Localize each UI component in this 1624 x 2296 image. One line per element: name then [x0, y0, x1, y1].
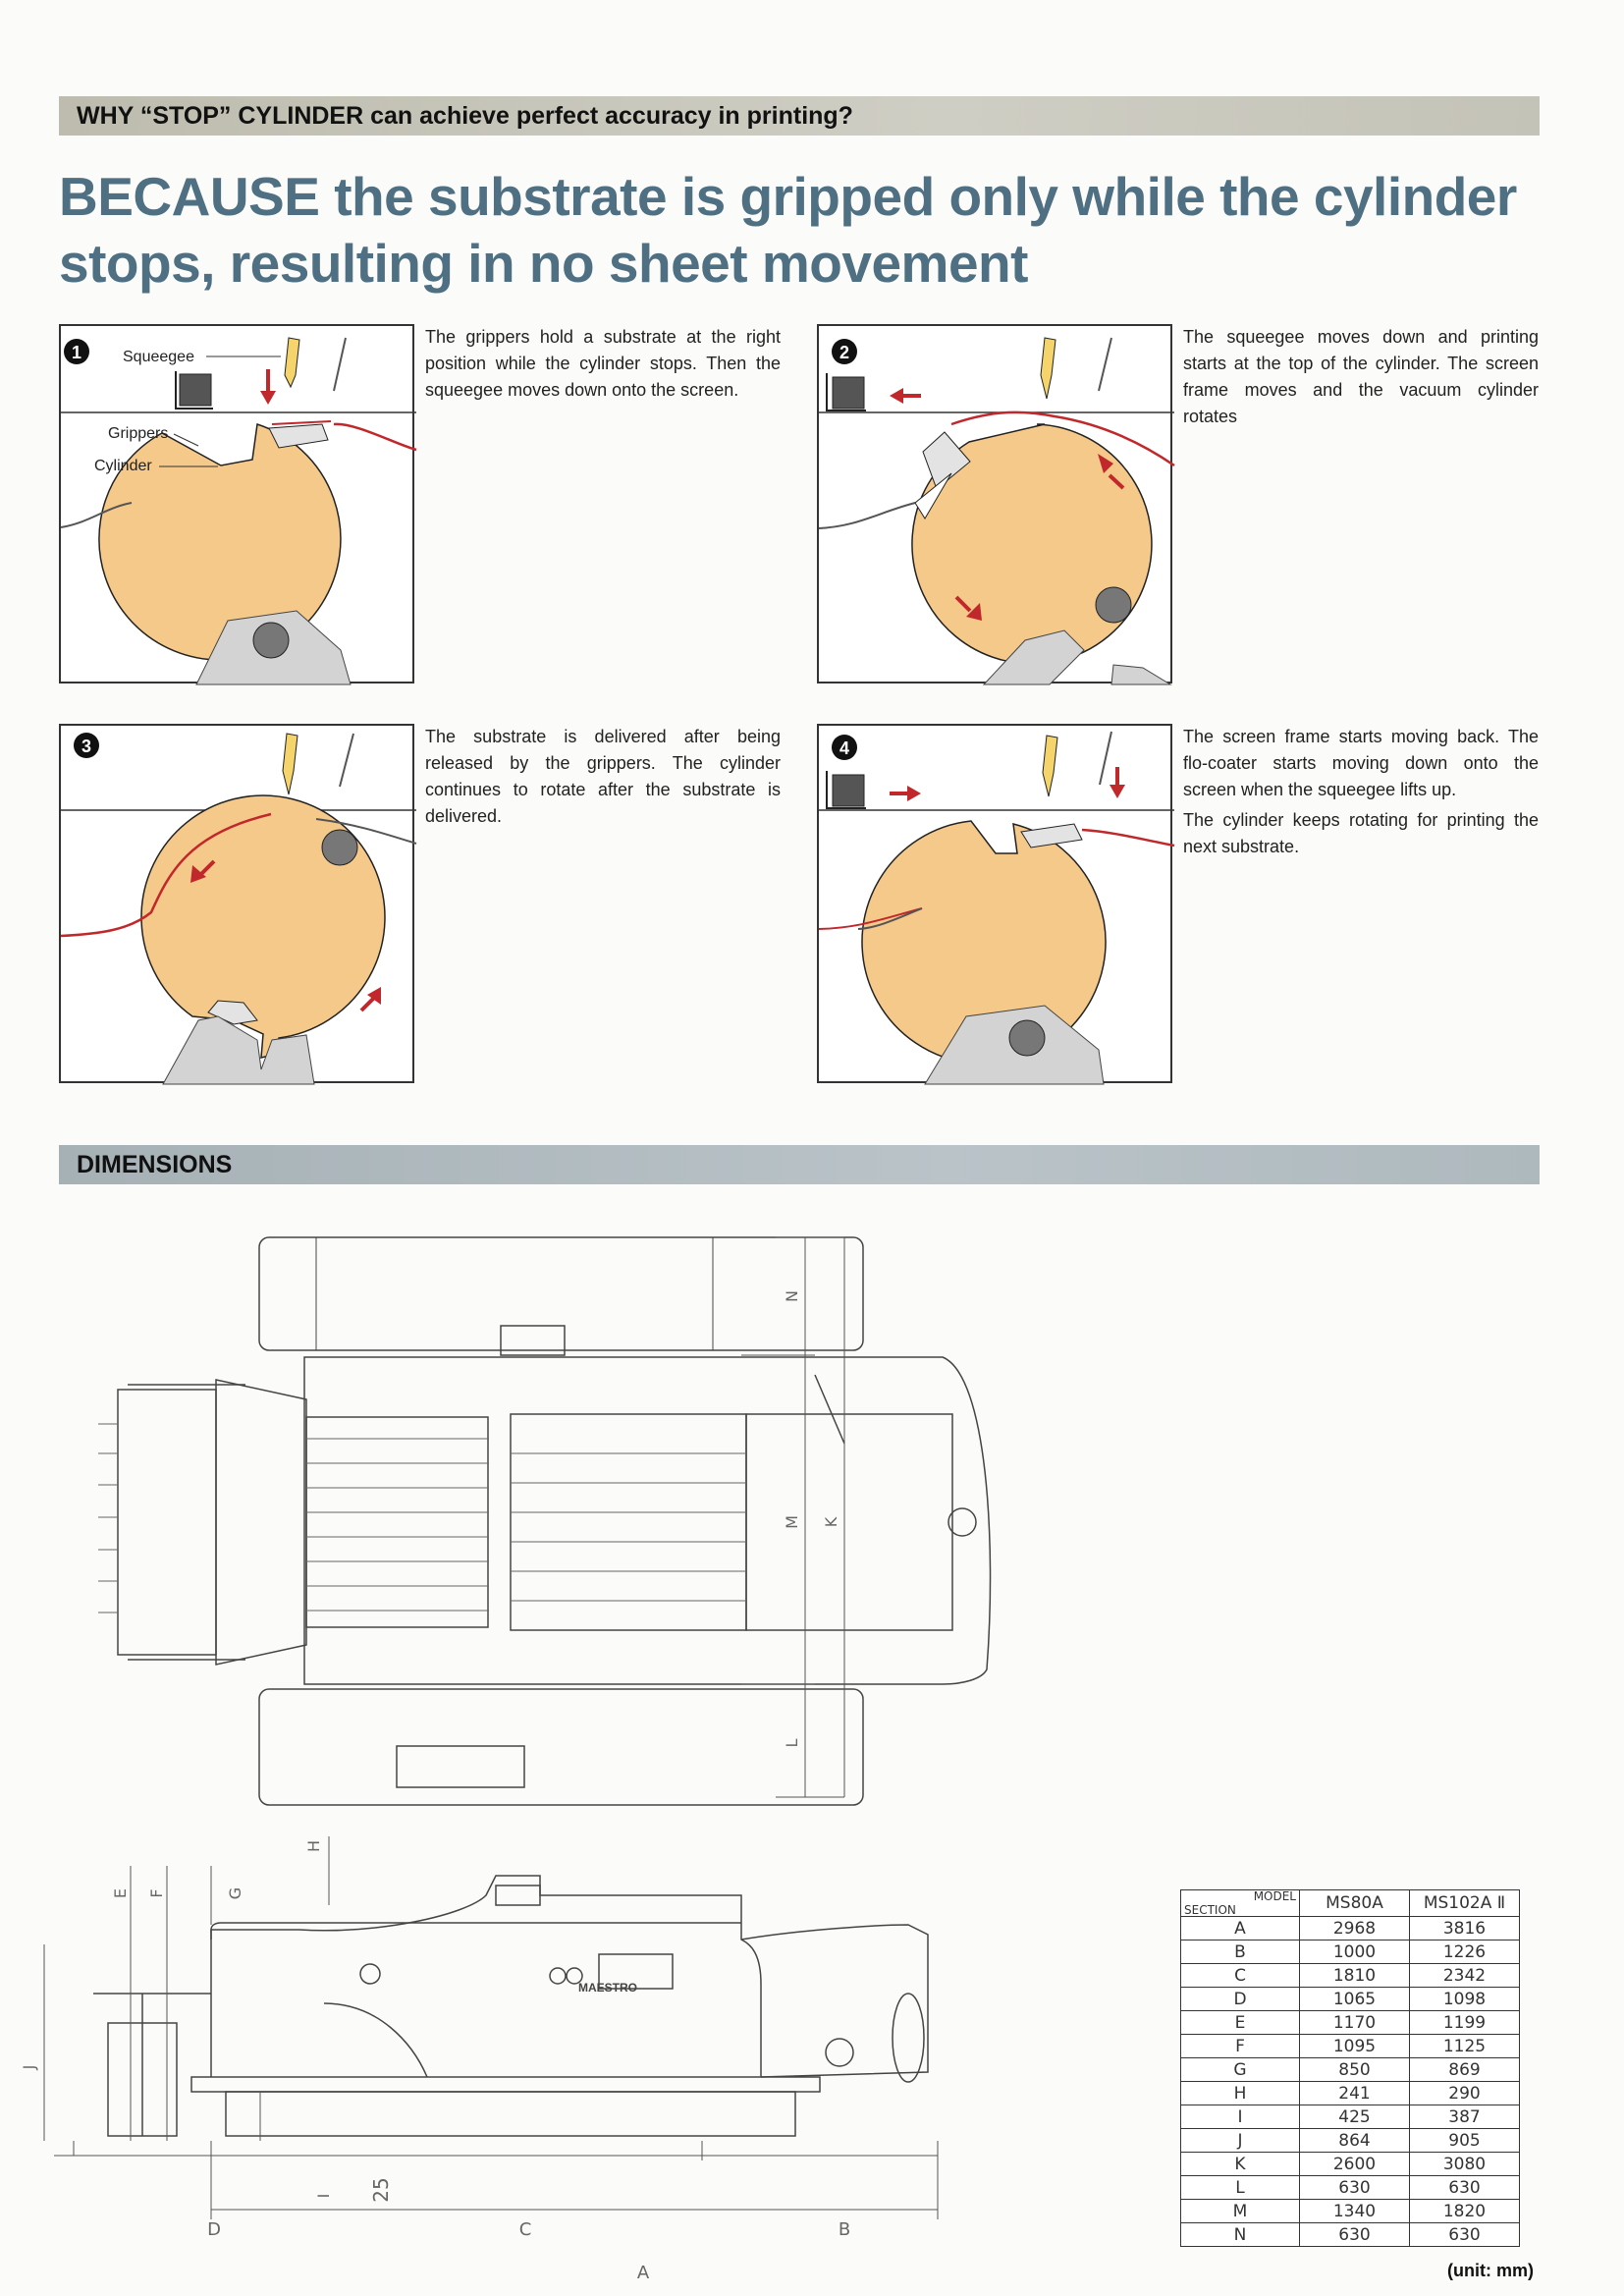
dimensions-title: DIMENSIONS	[77, 1151, 233, 1178]
label-squeegee: Squeegee	[123, 349, 194, 365]
bearing-icon	[1009, 1020, 1045, 1056]
label-grippers: Grippers	[108, 425, 169, 442]
feed-table	[306, 1417, 488, 1627]
table-row	[1181, 2223, 1520, 2247]
dim-label-m: M	[783, 1515, 801, 1529]
section-cell: B	[1181, 1941, 1300, 1964]
dim-label-b: B	[838, 2219, 851, 2240]
ms80a-cell: 1095	[1300, 2035, 1410, 2058]
section-cell: G	[1181, 2058, 1300, 2082]
step-3-paragraph: The substrate is delivered after being released by the grippers. The cylinder continues to rotate after the substrate is delivered.	[425, 727, 781, 826]
delivery-frame	[746, 1414, 952, 1630]
dim-label-i: I	[314, 2193, 333, 2199]
down-arrow-icon	[260, 391, 276, 405]
model-column-header: MS102A Ⅱ	[1410, 1890, 1520, 1917]
ms102a-cell: 290	[1410, 2082, 1520, 2105]
cylinder-section	[511, 1414, 746, 1630]
section-cell: M	[1181, 2200, 1300, 2223]
table-row	[1181, 2153, 1520, 2176]
table-row	[1181, 2200, 1520, 2223]
ms102a-cell: 387	[1410, 2105, 1520, 2129]
ms102a-cell: 1226	[1410, 1941, 1520, 1964]
ms80a-cell: 630	[1300, 2176, 1410, 2200]
ms102a-cell: 905	[1410, 2129, 1520, 2153]
bearing-icon	[1096, 587, 1131, 623]
model-header-label: MODEL	[1253, 1889, 1296, 1903]
gripper-icon	[269, 424, 328, 448]
gauge-icon	[360, 1964, 380, 1984]
ms80a-cell: 1170	[1300, 2011, 1410, 2035]
machine-brand-plate: MAESTRO	[578, 1981, 637, 1995]
right-arrow-icon	[907, 786, 921, 801]
dim-label-h: H	[304, 1839, 323, 1853]
flo-coater-icon	[334, 338, 346, 391]
machine-body-outline	[211, 1876, 761, 2077]
ms80a-cell: 1000	[1300, 1941, 1410, 1964]
ms102a-cell: 1199	[1410, 2011, 1520, 2035]
section-cell: A	[1181, 1917, 1300, 1941]
feeder-frame	[216, 1380, 306, 1665]
table-body	[1181, 1917, 1520, 2247]
table-row	[1181, 2176, 1520, 2200]
screen-frame-icon	[833, 775, 864, 806]
ms102a-cell: 3816	[1410, 1917, 1520, 1941]
table-row	[1181, 2058, 1520, 2082]
section-cell: D	[1181, 1988, 1300, 2011]
dim-label-d: D	[207, 2219, 221, 2240]
bearing-icon	[253, 623, 289, 658]
left-arrow-icon	[890, 388, 903, 404]
step-1-diagram	[59, 324, 414, 683]
dim-label-e: E	[111, 1887, 130, 1899]
delivery-wheel	[893, 1994, 924, 2082]
base-frame-right	[1111, 665, 1170, 684]
delivery-arm	[815, 1375, 844, 1444]
ms80a-cell: 241	[1300, 2082, 1410, 2105]
upper-housing	[259, 1237, 863, 1350]
side-view-drawing	[20, 1817, 1036, 2288]
section-cell: J	[1181, 2129, 1300, 2153]
feeder-rack	[118, 1390, 216, 1655]
dim-label-c: C	[518, 2219, 532, 2240]
flo-coater-icon	[340, 734, 353, 787]
step-3-illustration	[61, 726, 416, 1085]
table-row	[1181, 1917, 1520, 1941]
section-cell: N	[1181, 2223, 1300, 2247]
section-cell: L	[1181, 2176, 1300, 2200]
table-row	[1181, 1941, 1520, 1964]
step-4-illustration	[819, 726, 1174, 1085]
step-4-paragraph-1: The screen frame starts moving back. The flo-coater starts moving down onto the screen when the squeegee lifts up.	[1183, 727, 1539, 799]
table-row	[1181, 2011, 1520, 2035]
drive-pulley	[826, 2039, 853, 2066]
section-banner-dimensions	[59, 1145, 1540, 1184]
section-cell: E	[1181, 2011, 1300, 2035]
dim-label-j: J	[20, 2064, 38, 2070]
table-row	[1181, 1964, 1520, 1988]
machine-stand	[226, 2092, 795, 2136]
screen-frame-icon	[180, 374, 211, 406]
model-column-header: MS80A	[1300, 1890, 1410, 1917]
step-1-illustration	[61, 326, 416, 685]
ms102a-cell: 1098	[1410, 1988, 1520, 2011]
dim-label-f: F	[147, 1888, 166, 1898]
step-4-description	[1183, 724, 1539, 864]
screen-frame-icon	[833, 377, 864, 409]
step-1-number: 1	[71, 343, 82, 362]
dimensions-table	[1180, 1889, 1520, 2247]
banner-question-text: WHY “STOP” CYLINDER can achieve perfect accuracy in printing?	[77, 102, 853, 130]
step-2-number: 2	[839, 343, 850, 362]
ms80a-cell: 1340	[1300, 2200, 1410, 2223]
lower-housing	[259, 1689, 863, 1805]
dim-label-25: 25	[369, 2177, 393, 2203]
ms102a-cell: 1820	[1410, 2200, 1520, 2223]
table-row	[1181, 2035, 1520, 2058]
dim-label-k: K	[822, 1516, 840, 1528]
step-2-paragraph: The squeegee moves down and printing starts at the top of the cylinder. The screen frame moves and the vacuum cylinder rotates	[1183, 327, 1539, 426]
section-cell: H	[1181, 2082, 1300, 2105]
table-row	[1181, 2082, 1520, 2105]
dim-label-a: A	[636, 2263, 650, 2283]
ms102a-cell: 630	[1410, 2223, 1520, 2247]
squeegee-icon	[283, 734, 298, 794]
step-3-description	[425, 724, 781, 834]
ms102a-cell: 3080	[1410, 2153, 1520, 2176]
dim-label-l: L	[783, 1738, 801, 1748]
table-header-row	[1181, 1890, 1520, 1917]
ms80a-cell: 850	[1300, 2058, 1410, 2082]
ms102a-cell: 2342	[1410, 1964, 1520, 1988]
machine-body	[304, 1357, 991, 1684]
ms80a-cell: 630	[1300, 2223, 1410, 2247]
bearing-icon	[322, 830, 357, 865]
unit-note: (unit: mm)	[1447, 2261, 1534, 2280]
dim-label-g: G	[226, 1886, 244, 1900]
substrate-feed-line	[819, 503, 915, 528]
step-3-diagram	[59, 724, 414, 1083]
step-2-description	[1183, 324, 1539, 434]
top-view-drawing	[98, 1228, 1139, 1817]
dim-label-n: N	[783, 1290, 801, 1302]
top-hatch	[496, 1886, 540, 1905]
ms102a-cell: 1125	[1410, 2035, 1520, 2058]
section-cell: I	[1181, 2105, 1300, 2129]
substrate-sheet	[1082, 830, 1174, 846]
section-cell: F	[1181, 2035, 1300, 2058]
lower-housing-panel	[397, 1746, 524, 1787]
step-1-description	[425, 324, 781, 408]
ms80a-cell: 425	[1300, 2105, 1410, 2129]
section-header-label: SECTION	[1184, 1903, 1236, 1917]
indicator-lamp	[550, 1968, 566, 1984]
squeegee-icon	[1041, 338, 1056, 399]
top-rail	[211, 1923, 741, 1940]
flo-coater-icon	[1099, 338, 1111, 391]
squeegee-icon	[285, 338, 299, 387]
ms80a-cell: 2968	[1300, 1917, 1410, 1941]
table-row	[1181, 1988, 1520, 2011]
down-arrow-icon	[1110, 785, 1125, 798]
ms102a-cell: 630	[1410, 2176, 1520, 2200]
machine-base	[191, 2077, 820, 2092]
step-2-illustration	[819, 326, 1174, 685]
ms80a-cell: 1065	[1300, 1988, 1410, 2011]
step-1-paragraph: The grippers hold a substrate at the right position while the cylinder stops. Then the squeegee moves down onto the screen.	[425, 327, 781, 400]
step-2-diagram	[817, 324, 1172, 683]
table-row	[1181, 2105, 1520, 2129]
ms80a-cell: 2600	[1300, 2153, 1410, 2176]
ms102a-cell: 869	[1410, 2058, 1520, 2082]
squeegee-icon	[1043, 736, 1057, 796]
ms80a-cell: 1810	[1300, 1964, 1410, 1988]
gripper-icon	[1021, 824, 1082, 847]
label-cylinder: Cylinder	[94, 458, 152, 474]
step-3-number: 3	[81, 737, 92, 756]
step-4-diagram	[817, 724, 1172, 1083]
substrate-sheet	[334, 424, 416, 450]
step-4-number: 4	[839, 738, 850, 758]
page-headline: BECAUSE the substrate is gripped only while the cylinder stops, resulting in no sheet movement	[59, 166, 1517, 294]
section-cell: K	[1181, 2153, 1300, 2176]
section-cell: C	[1181, 1964, 1300, 1988]
section-banner-why	[59, 96, 1540, 136]
table-row	[1181, 2129, 1520, 2153]
table-corner-header	[1181, 1890, 1300, 1917]
flo-coater-icon	[1100, 732, 1111, 785]
feed-curve	[324, 2003, 427, 2077]
ms80a-cell: 864	[1300, 2129, 1410, 2153]
step-4-paragraph-2: The cylinder keeps rotating for printing the next substrate.	[1183, 810, 1539, 856]
